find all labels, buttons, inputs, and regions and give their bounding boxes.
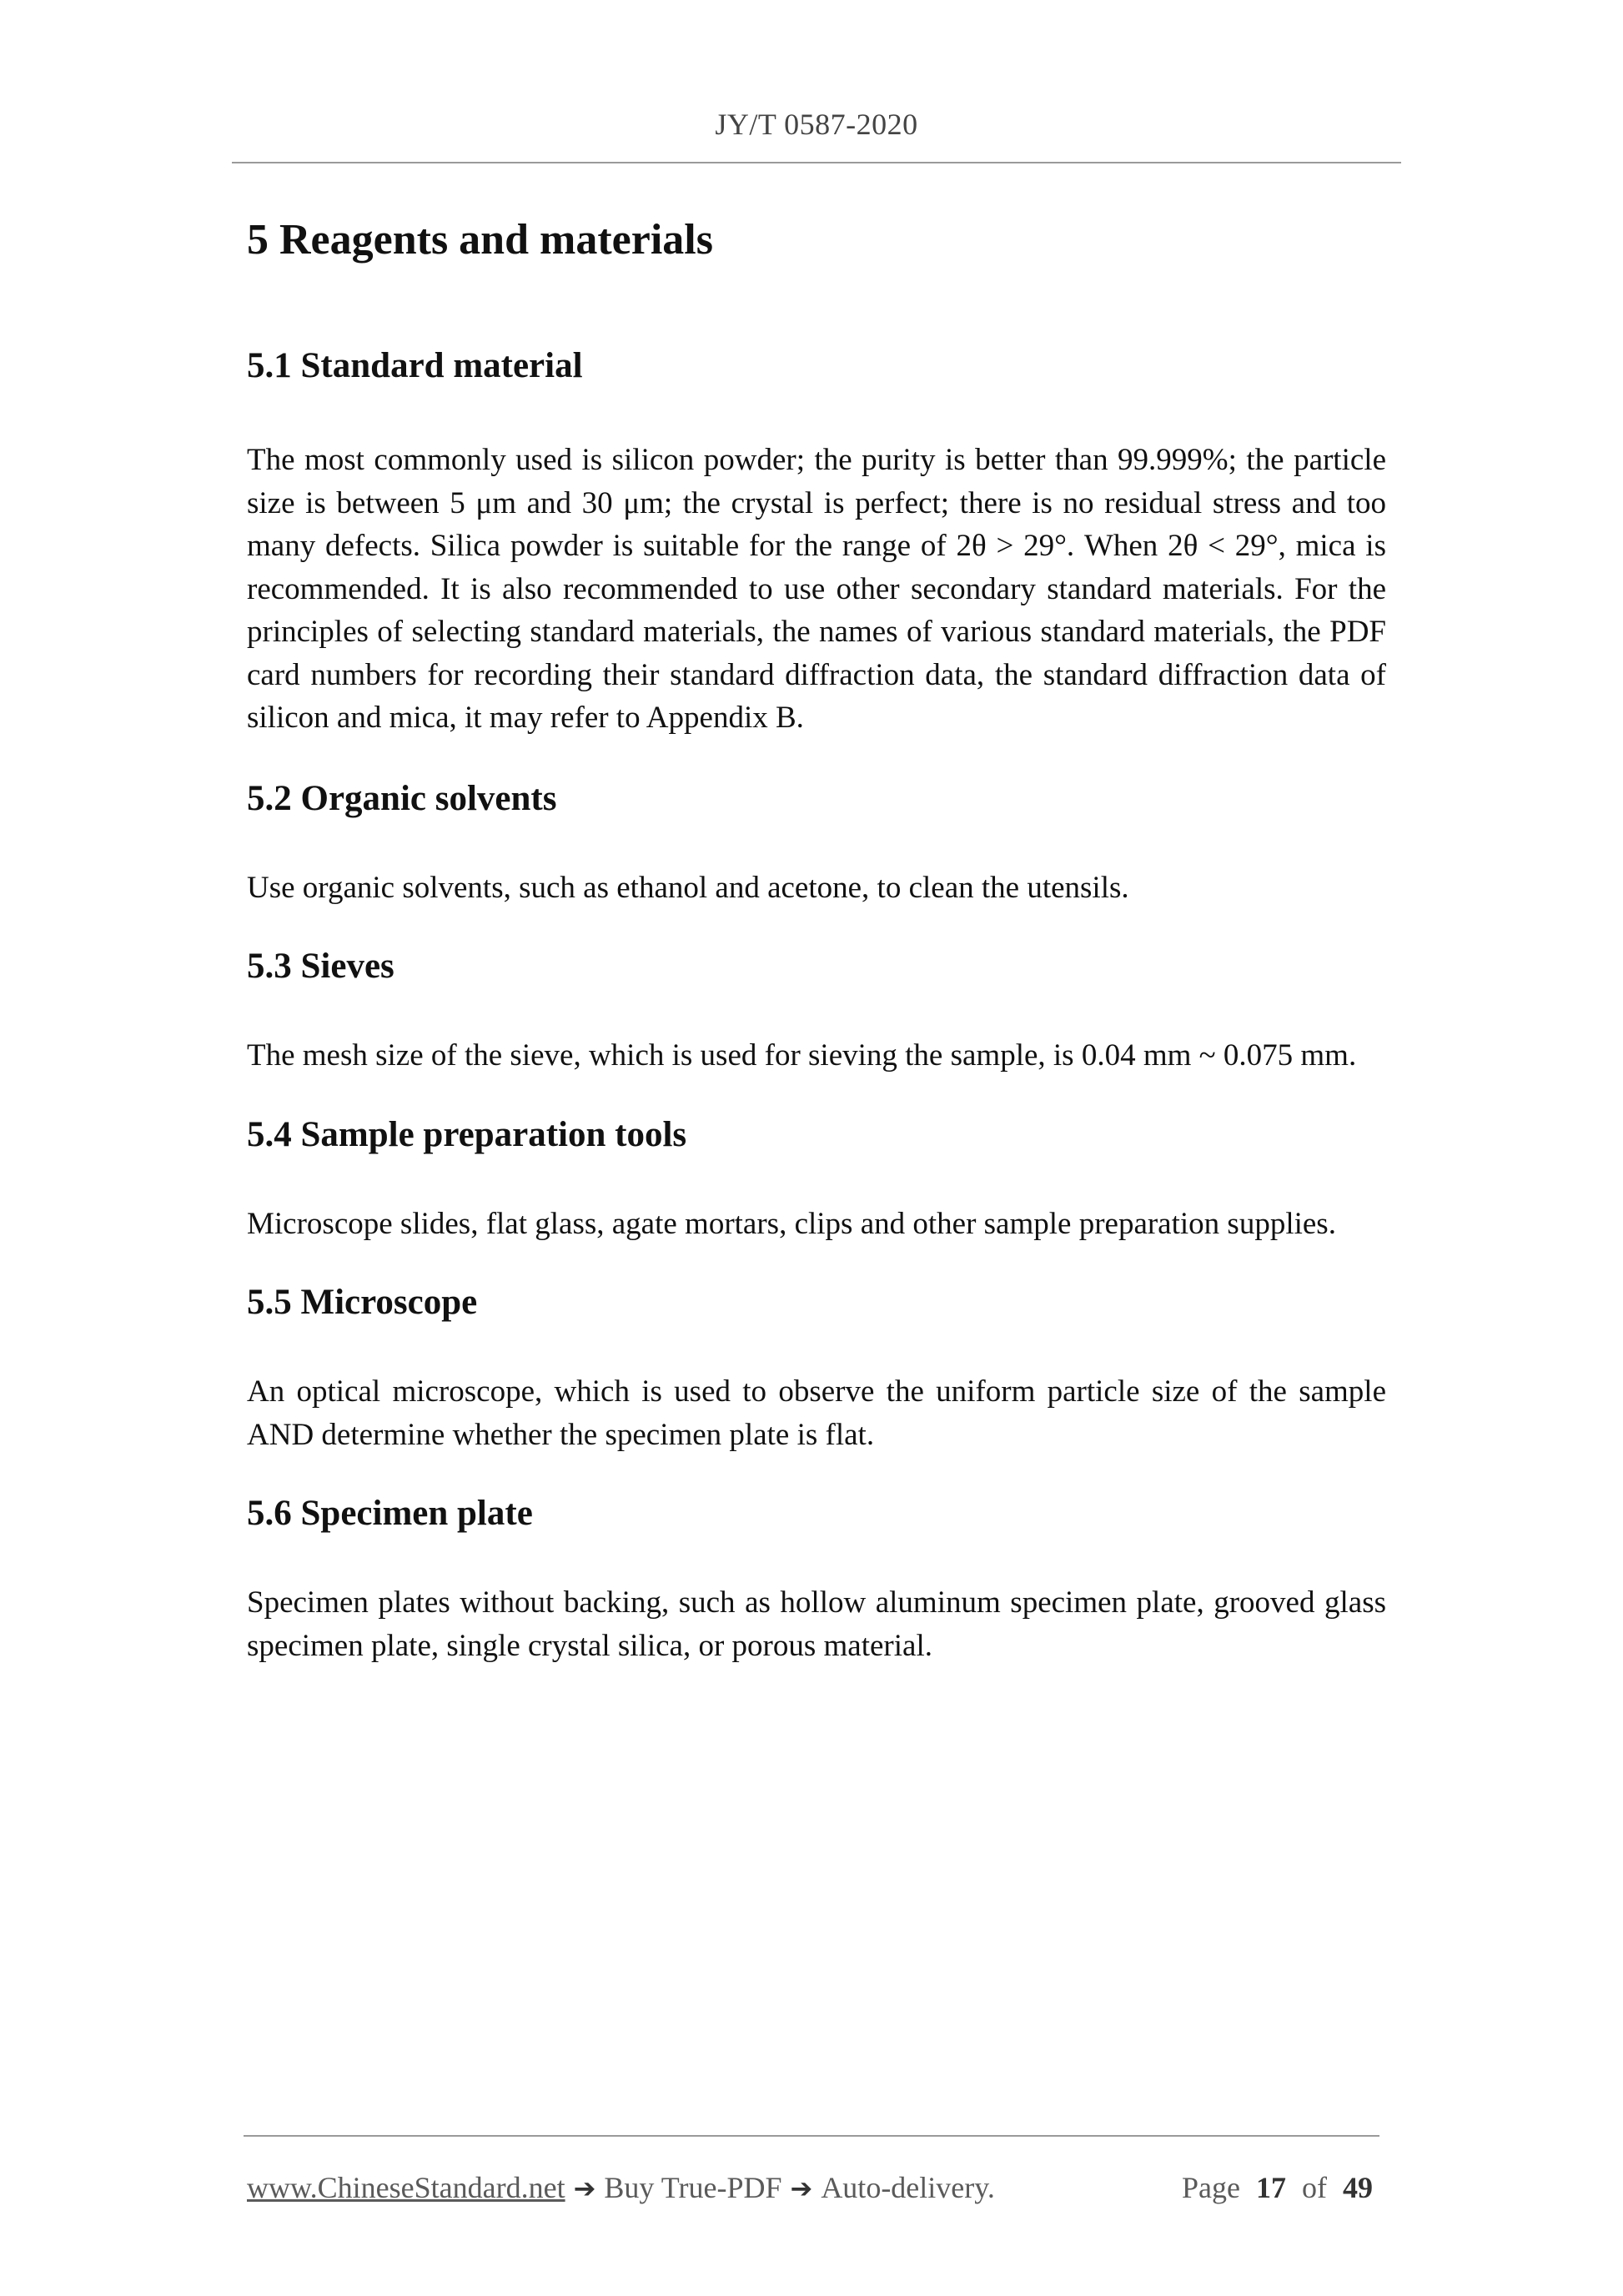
page-content (247, 207, 1386, 1667)
section-5-4 (247, 1109, 1386, 1246)
site-link[interactable]: www.ChineseStandard.net (247, 2171, 565, 2204)
page-of-label: of (1302, 2171, 1327, 2204)
page-label: Page (1182, 2171, 1240, 2204)
chapter-title: 5 Reagents and materials (247, 216, 713, 264)
section-body: The most commonly used is silicon powder; the purity is better than 99.999%; the particle size is between 5 μm and 30 μm; the crystal is perfect; there is no residual stress and too many defects. Silica powder is suitable for the range of 2θ > 29°. When 2θ < 29°, mica is recommended. It is also recommended to use other secondary standard materials. For the principles of selecting standard materials, the names of various standard materials, the PDF card numbers for recording their standard diffraction data, the standard diffraction data of silicon and mica, it may refer to Appendix B. (247, 443, 1386, 735)
section-heading: 5.2 Organic solvents (247, 778, 557, 818)
section-body: An optical microscope, which is used to observe the uniform particle size of the sample AND determine whether the specimen plate is flat. (247, 1374, 1386, 1452)
section-5-2 (247, 773, 1386, 910)
right-arrow-icon: ➔ (573, 2173, 596, 2204)
section-heading: 5.3 Sieves (247, 947, 394, 986)
document-code: JY/T 0587-2020 (715, 108, 918, 141)
page-current: 17 (1256, 2171, 1286, 2204)
buy-true-pdf-text: Buy True-PDF (604, 2171, 782, 2204)
section-heading: 5.6 Specimen plate (247, 1494, 533, 1533)
section-5-1 (247, 340, 1386, 740)
section-heading: 5.4 Sample preparation tools (247, 1114, 687, 1154)
section-5-3 (247, 941, 1386, 1078)
section-body: Specimen plates without backing, such as hollow aluminum specimen plate, grooved glass specimen plate, single crystal silica, or porous material. (247, 1585, 1386, 1663)
section-5-6 (247, 1488, 1386, 1667)
section-body: The mesh size of the sieve, which is used for sieving the sample, is 0.04 mm ~ 0.075 mm. (247, 1038, 1357, 1073)
section-5-5 (247, 1277, 1386, 1456)
auto-delivery-text: Auto-delivery. (821, 2171, 995, 2204)
section-heading: 5.5 Microscope (247, 1283, 478, 1322)
section-body: Microscope slides, flat glass, agate mortars, clips and other sample preparation supplies. (247, 1206, 1336, 1241)
footer-promo (247, 2170, 995, 2205)
page-number (1182, 2170, 1373, 2205)
right-arrow-icon: ➔ (790, 2173, 813, 2204)
section-body: Use organic solvents, such as ethanol and acetone, to clean the utensils. (247, 870, 1129, 905)
section-heading: 5.1 Standard material (247, 346, 583, 385)
page-header (232, 98, 1401, 163)
page-total: 49 (1343, 2171, 1373, 2204)
page-footer (244, 2135, 1379, 2203)
